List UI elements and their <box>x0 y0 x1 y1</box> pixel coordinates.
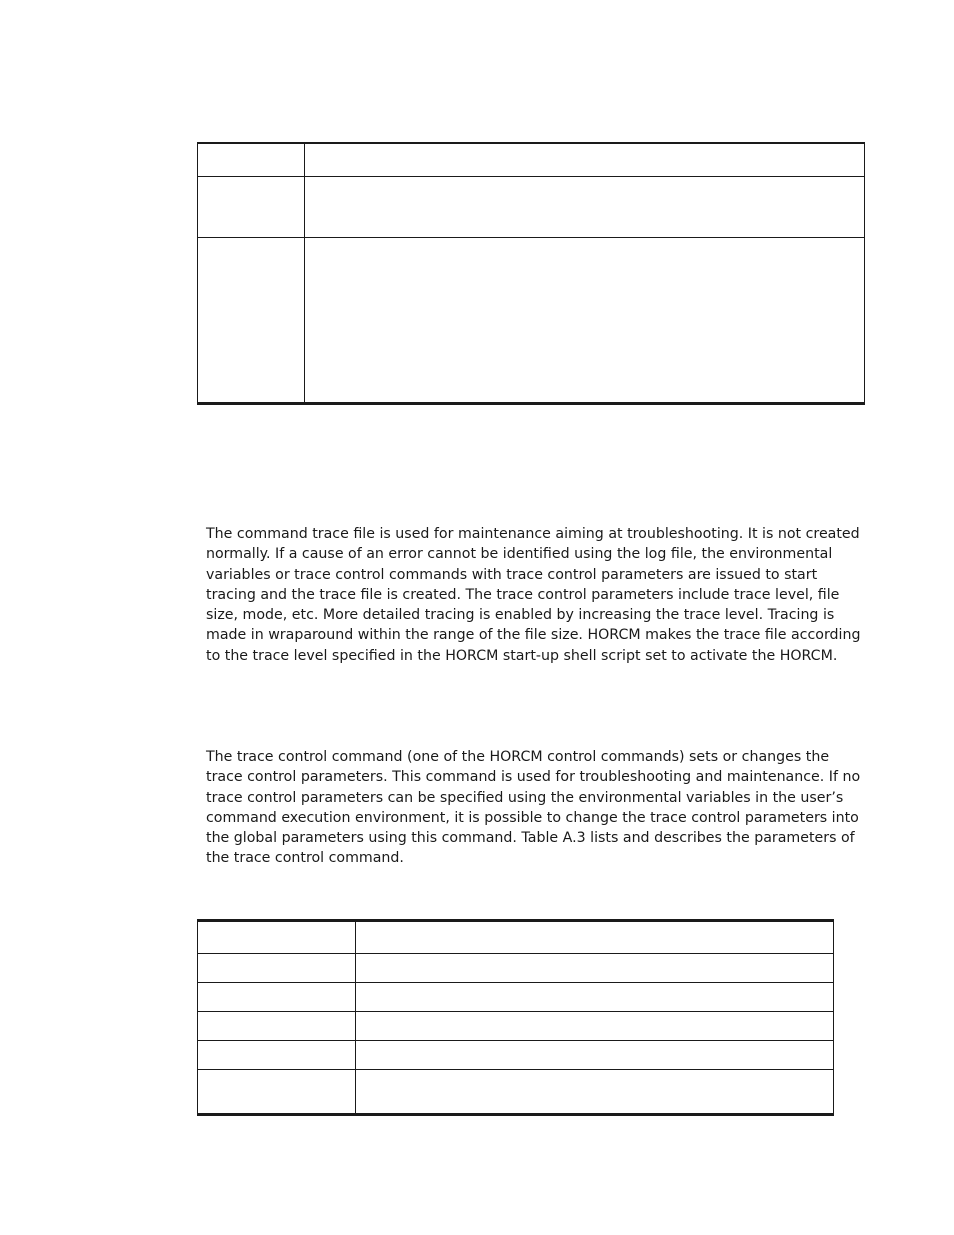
trace-control-parameters-table <box>197 919 834 1116</box>
table-cell <box>198 177 305 238</box>
table-row <box>198 238 865 404</box>
table-cell <box>305 143 865 177</box>
table-header-row <box>198 921 834 954</box>
table-header-row <box>198 143 865 177</box>
table-cell <box>305 177 865 238</box>
table-row <box>198 1070 834 1115</box>
table-cell <box>198 1041 356 1070</box>
command-trace-file-paragraph: The command trace file is used for maintenance aiming at troubleshooting. It is not created normally. If a cause of an error cannot be identified using the log file, the environmental variables or trace control commands with trace control parameters are issued to start tracing and the trace file is created. The trace control parameters include trace level, file size, mode, etc. More detailed tracing is enabled by increasing the trace level. Tracing is made in wraparound within the range of the file size. HORCM makes the trace file according to the trace level specified in the HORCM start-up shell script set to activate the HORCM. <box>206 526 861 664</box>
table-cell <box>356 1041 834 1070</box>
table-cell <box>198 1012 356 1041</box>
table-cell <box>356 1012 834 1041</box>
table-row <box>198 177 865 238</box>
table-row <box>198 983 834 1012</box>
table-cell <box>356 921 834 954</box>
upper-table <box>197 142 865 405</box>
table-cell <box>356 1070 834 1115</box>
trace-control-command-paragraph: The trace control command (one of the HORCM control commands) sets or changes the trace control parameters. This command is used for troubleshooting and maintenance. If no trace control parameters can be specified using the environmental variables in the user’s command execution environment, it is possible to change the trace control parameters into the global parameters using this command. Table A.3 lists and describes the parameters of the trace control command. <box>206 749 861 867</box>
table-row <box>198 954 834 983</box>
table-cell <box>305 238 865 404</box>
table-cell <box>198 143 305 177</box>
table-cell <box>198 954 356 983</box>
table-cell <box>198 238 305 404</box>
table-cell <box>198 983 356 1012</box>
table-cell <box>198 921 356 954</box>
table-cell <box>198 1070 356 1115</box>
table-row <box>198 1012 834 1041</box>
table-cell <box>356 954 834 983</box>
table-row <box>198 1041 834 1070</box>
table-cell <box>356 983 834 1012</box>
